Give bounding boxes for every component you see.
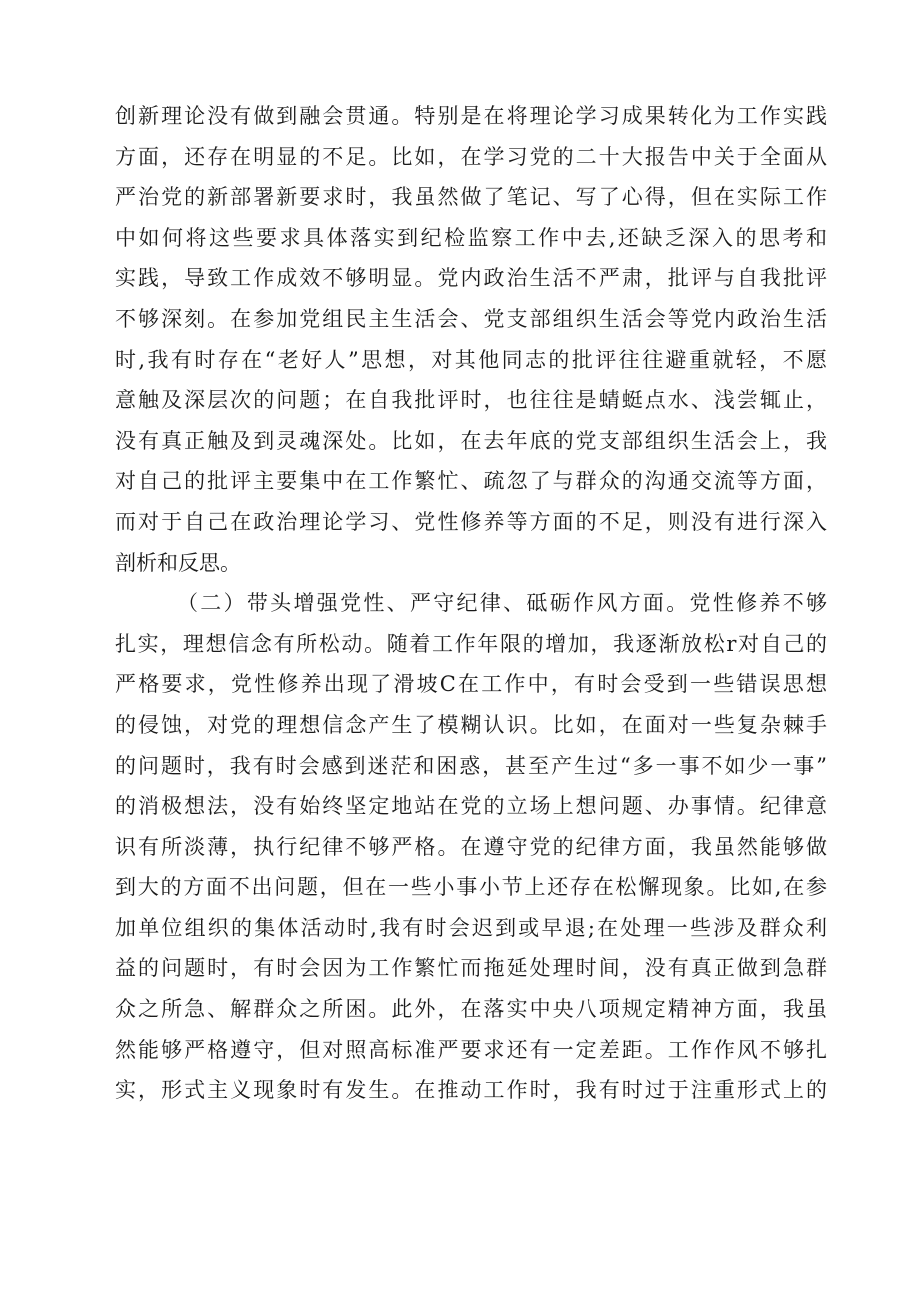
text-line: 加单位组织的集体活动时,我有时会迟到或早退;在处理一些涉及群众利 xyxy=(115,915,827,940)
document-body xyxy=(115,96,827,1111)
text-line: 严格要求，党性修养出现了滑坡C在工作中，有时会受到一些错误思想 xyxy=(115,672,827,697)
text-line: 然能够严格遵守，但对照高标准严要求还有一定差距。工作作风不够扎 xyxy=(115,1037,827,1062)
text-line: 创新理论没有做到融会贯通。特别是在将理论学习成果转化为工作实践 xyxy=(115,104,827,128)
text-line: 的消极想法，没有始终坚定地站在党的立场上想问题、办事情。纪律意 xyxy=(115,794,827,819)
text-line: 扎实，理想信念有所松动。随着工作年限的增加，我逐渐放松r对自己的 xyxy=(115,631,827,656)
paragraph-last-line: 剖析和反思。 xyxy=(115,550,241,575)
text-line: 中如何将这些要求具体落实到纪检监察工作中去,还缺乏深入的思考和 xyxy=(115,225,827,250)
text-line: 而对于自己在政治理论学习、党性修养等方面的不足，则没有进行深入 xyxy=(115,509,827,534)
text-line: 严治党的新部署新要求时，我虽然做了笔记、写了心得，但在实际工作 xyxy=(115,185,827,210)
text-line: 没有真正触及到灵魂深处。比如，在去年底的党支部组织生活会上，我 xyxy=(115,428,827,453)
section-heading-line: （二）带头增强党性、严守纪律、砥砺作风方面。党性修养不够 xyxy=(177,591,827,616)
text-line: 实践，导致工作成效不够明显。党内政治生活不严肃，批评与自我批评 xyxy=(115,266,827,291)
text-line: 意触及深层次的问题；在自我批评时，也往往是蜻蜓点水、浅尝辄止， xyxy=(115,388,827,413)
text-line: 方面，还存在明显的不足。比如，在学习党的二十大报告中关于全面从 xyxy=(115,144,827,169)
text-line: 实，形式主义现象时有发生。在推动工作时，我有时过于注重形式上的 xyxy=(115,1078,827,1103)
text-line: 时,我有时存在“老好人”思想，对其他同志的批评往往避重就轻，不愿 xyxy=(115,347,827,372)
text-line: 众之所急、解群众之所困。此外，在落实中央八项规定精神方面，我虽 xyxy=(115,997,827,1022)
text-line: 的侵蚀，对党的理想信念产生了模糊认识。比如，在面对一些复杂棘手 xyxy=(115,712,827,737)
text-line: 对自己的批评主要集中在工作繁忙、疏忽了与群众的沟通交流等方面， xyxy=(115,469,827,494)
text-line: 到大的方面不出问题，但在一些小事小节上还存在松懈现象。比如,在参 xyxy=(115,875,827,900)
text-line: 的问题时，我有时会感到迷茫和困惑，甚至产生过“多一事不如少一事” xyxy=(115,753,827,778)
text-line: 益的问题时，有时会因为工作繁忙而拖延处理时间，没有真正做到急群 xyxy=(115,956,827,981)
text-line: 不够深刻。在参加党组民主生活会、党支部组织生活会等党内政治生活 xyxy=(115,306,827,331)
text-line: 识有所淡薄，执行纪律不够严格。在遵守党的纪律方面，我虽然能够做 xyxy=(115,834,827,859)
